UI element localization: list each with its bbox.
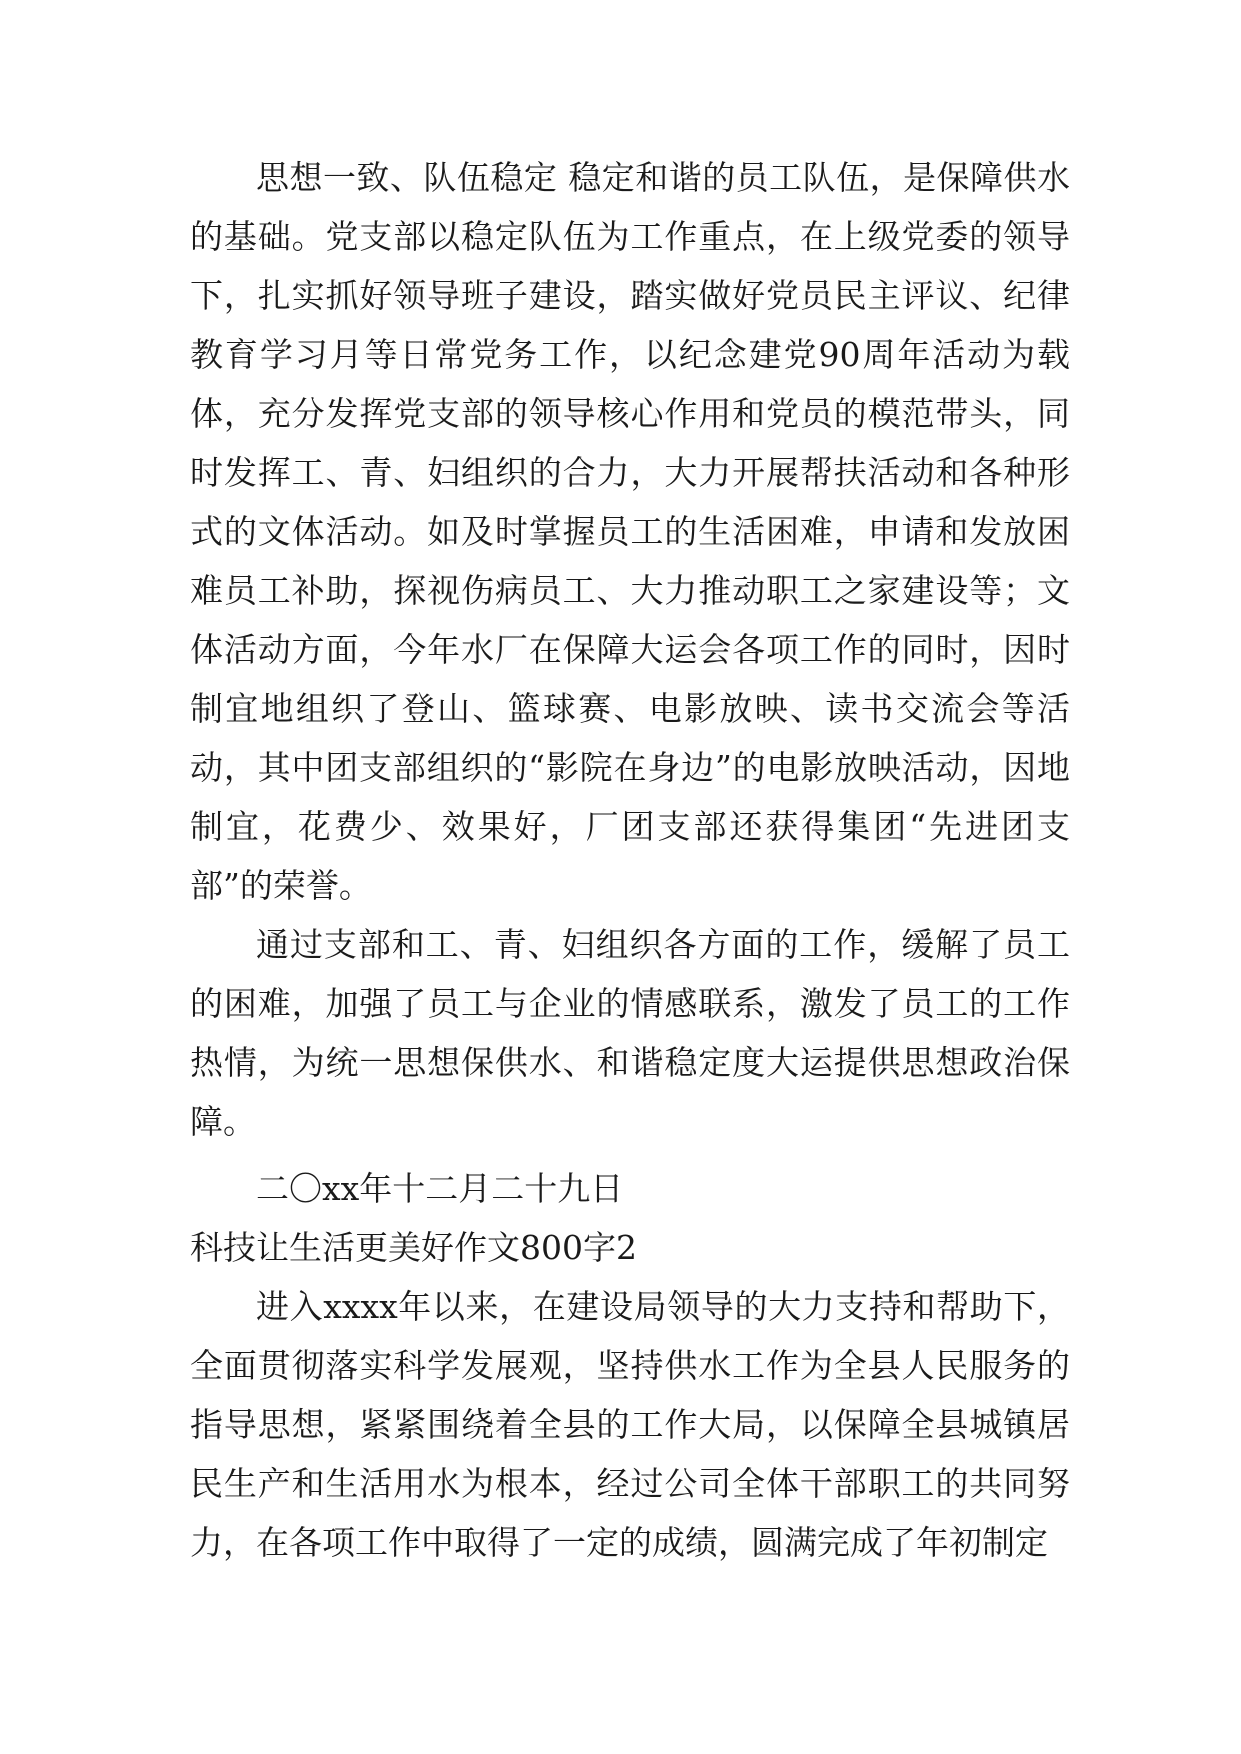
essay-title: 科技让生活更美好作文800字2 [190, 1228, 637, 1267]
paragraph-2: 通过支部和工、青、妇组织各方面的工作，缓解了员工的困难，加强了员工与企业的情感联系，激发了员工的工作热情，为统一思想保供水、和谐稳定度大运提供思想政治保障。 [190, 925, 1070, 1141]
document-page [190, 148, 1070, 1572]
paragraph-1: 思想一致、队伍稳定 稳定和谐的员工队伍，是保障供水的基础。党支部以稳定队伍为工作重点，在上级党委的领导下，扎实抓好领导班子建设，踏实做好党员民主评议、纪律教育学习月等日常党务工作，以纪念建党90周年活动为载体，充分发挥党支部的领导核心作用和党员的模范带头，同时发挥工、青、妇组织的合力，大力开展帮扶活动和各种形式的文体活动。如及时掌握员工的生活困难，申请和发放困难员工补助，探视伤病员工、大力推动职工之家建设等；文体活动方面，今年水厂在保障大运会各项工作的同时，因时制宜地组织了登山、篮球赛、电影放映、读书交流会等活动，其中团支部组织的“影院在身边”的电影放映活动，因地制宜，花费少、效果好，厂团支部还获得集团“先进团支部”的荣誉。 [190, 158, 1070, 905]
paragraph-3: 进入xxxx年以来，在建设局领导的大力支持和帮助下，全面贯彻落实科学发展观，坚持供水工作为全县人民服务的指导思想，紧紧围绕着全县的工作大局，以保障全县城镇居民生产和生活用水为根本，经过公司全体干部职工的共同努力，在各项工作中取得了一定的成绩，圆满完成了年初制定 [190, 1287, 1070, 1562]
document-date: 二〇xx年十二月二十九日 [256, 1169, 624, 1208]
